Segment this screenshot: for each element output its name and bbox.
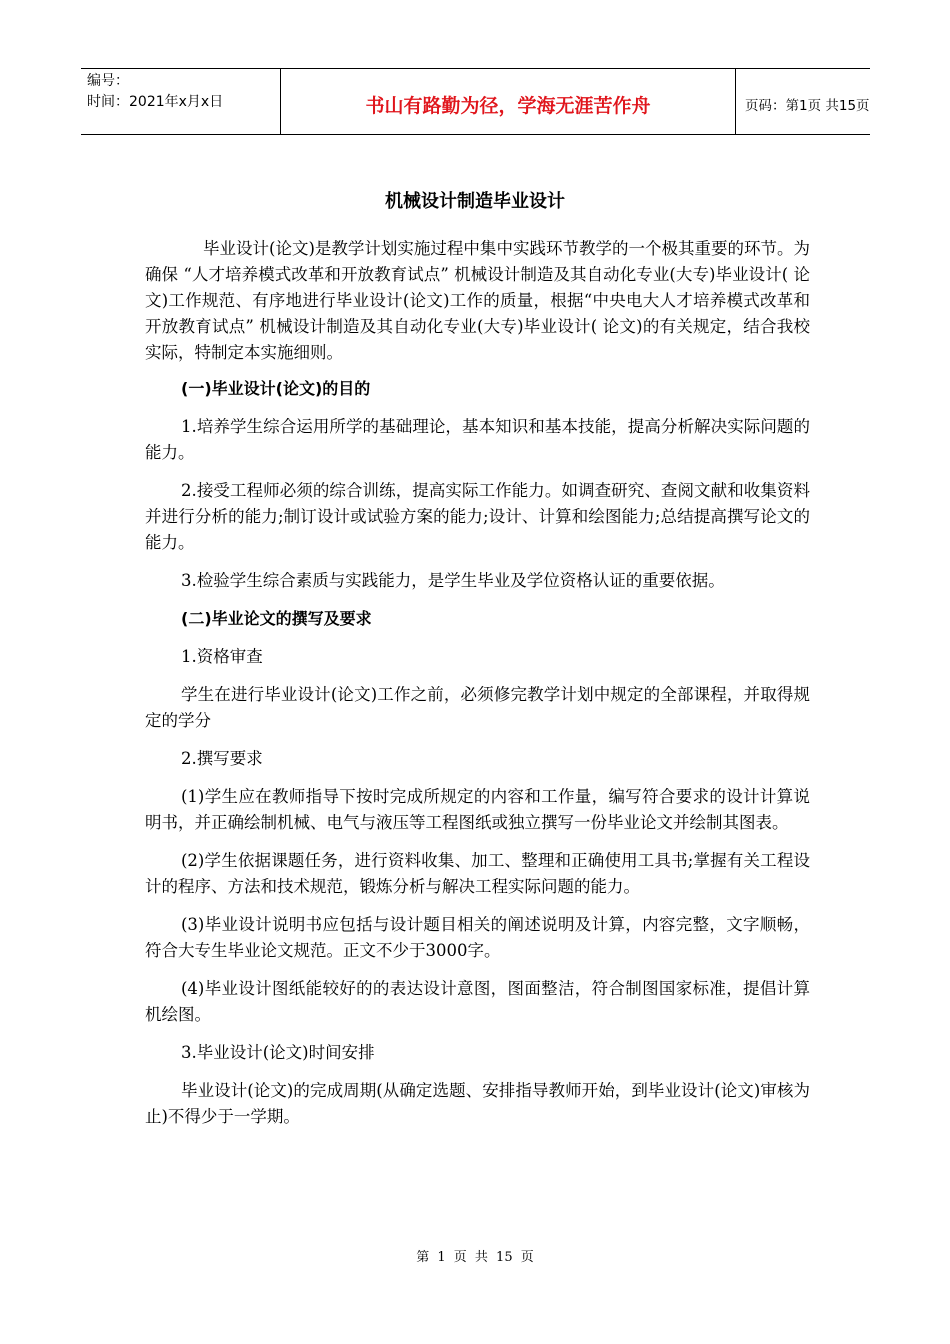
header-motto-cell [281,69,736,134]
purpose-item-3: 3.检验学生综合素质与实践能力，是学生毕业及学位资格认证的重要依据。 [181,571,725,590]
document-date: 时间：2021年x月x日 [87,94,224,110]
document-title: 机械设计制造毕业设计 [385,191,565,212]
document-number-label: 编号： [87,73,129,89]
purpose-item-2: 2.接受工程师必须的综合训练，提高实际工作能力。如调查研究、查阅文献和收集资料并进行分析的能力;制订设计或试验方案的能力;设计、计算和绘图能力;总结提高撰写论文的能力。 [145,481,810,552]
writing-requirement-1: (1)学生应在教师指导下按时完成所规定的内容和工作量，编写符合要求的设计计算说明书，并正确绘制机械、电气与液压等工程图纸或独立撰写一份毕业论文并绘制其图表。 [145,787,810,832]
header-meta [81,69,281,134]
section-heading-requirements: (二)毕业论文的撰写及要求 [181,609,372,628]
schedule-text: 毕业设计(论文)的完成周期(从确定选题、安排指导教师开始，到毕业设计(论文)审核为止)不得少于一学期。 [145,1081,810,1126]
intro-paragraph: 毕业设计(论文)是教学计划实施过程中集中实践环节教学的一个极其重要的环节。为确保 “人才培养模式改革和开放教育试点” 机械设计制造及其自动化专业(大专)毕业设计( 论文)工作规范、有序地进行毕业设计(论文)工作的质量，根据“中央电大人才培养模式改革和开放教育试点” 机械设计制造及其自动化专业(大专)毕业设计( 论文)的有关规定，结合我校实际，特制定本实施细则。 [145,239,810,362]
subheading-qualification: 1.资格审查 [181,647,263,666]
page-footer: 第 1 页 共 15 页 [416,1250,534,1265]
header-motto: 书山有路勤为径，学海无涯苦作舟 [365,95,651,117]
qualification-text: 学生在进行毕业设计(论文)工作之前，必须修完教学计划中规定的全部课程，并取得规定的学分 [145,685,810,730]
header-page-cell [736,69,870,134]
section-heading-purpose: (一)毕业设计(论文)的目的 [181,379,371,398]
writing-requirement-3: (3)毕业设计说明书应包括与设计题目相关的阐述说明及计算，内容完整，文字顺畅，符合大专生毕业论文规范。正文不少于3000字。 [145,915,810,960]
purpose-item-1: 1.培养学生综合运用所学的基础理论，基本知识和基本技能，提高分析解决实际问题的能力。 [145,417,810,462]
page-header [81,68,870,135]
subheading-schedule: 3.毕业设计(论文)时间安排 [181,1043,375,1062]
subheading-writing: 2.撰写要求 [181,749,263,768]
document-body [145,236,810,1142]
writing-requirement-4: (4)毕业设计图纸能较好的的表达设计意图，图面整洁，符合制图国家标准，提倡计算机绘图。 [145,979,810,1024]
writing-requirement-2: (2)学生依据课题任务，进行资料收集、加工、整理和正确使用工具书;掌握有关工程设计的程序、方法和技术规范，锻炼分析与解决工程实际问题的能力。 [145,851,810,896]
header-page-info: 页码：第1页 共15页 [745,98,870,114]
